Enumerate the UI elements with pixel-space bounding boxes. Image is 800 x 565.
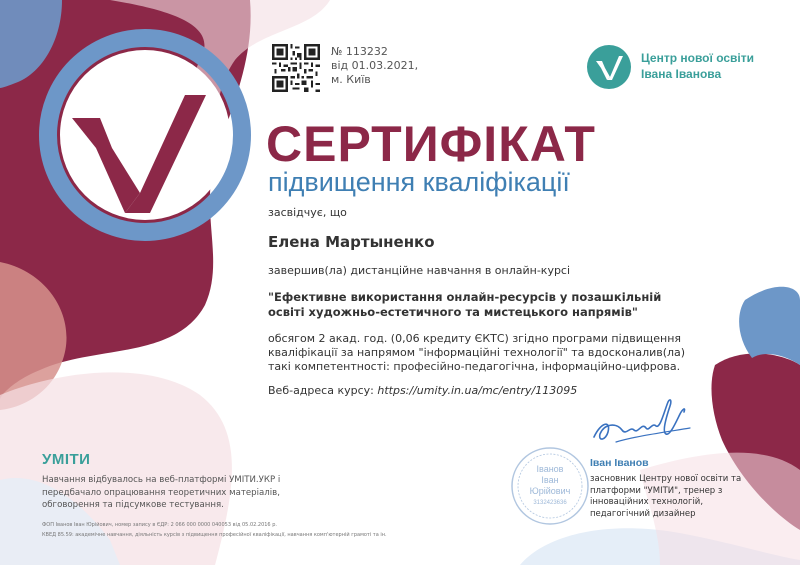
course-url-line: [268, 384, 577, 397]
certifies-text: засвідчує, що: [268, 206, 347, 219]
course-title: "Ефективне використання онлайн-ресурсів у позашкільній освіті художньо-естетичного та мистецького напрямів": [268, 290, 662, 319]
stamp-text-line4: 3132423636: [533, 500, 567, 506]
issuer-name-line2: Івана Іванова: [641, 67, 722, 81]
issuer-name: [641, 50, 754, 82]
signer-position: засновник Центру нової освіти та платформи "УМІТИ", тренер з інноваційних технологій, педагогічний дизайнер: [590, 474, 742, 519]
stamp-icon: [510, 446, 590, 526]
umiti-logo: УМІТИ: [42, 451, 91, 468]
check-v-icon: [586, 44, 632, 90]
certificate-title: СЕРТИФІКАТ: [266, 116, 596, 172]
issuer-brand: [586, 44, 786, 92]
legal-info-line1: ФОП Іванов Іван Юрійович, номер запису в ЄДР: 2 066 000 0000 040053 від 05.02.2016 р.: [42, 522, 277, 528]
course-url-link[interactable]: https://umity.in.ua/mc/entry/113095: [377, 384, 578, 397]
stamp-text-line2: Іван: [541, 475, 559, 485]
course-url-label: Веб-адреса курсу:: [268, 384, 378, 397]
document-number: № 113232: [331, 45, 388, 58]
issuer-name-line1: Центр нової освіти: [641, 51, 755, 65]
certificate-subtitle: підвищення кваліфікації: [268, 167, 570, 197]
completed-text: завершив(ла) дистанційне навчання в онлайн-курсі: [268, 264, 571, 277]
stamp-text-line3: Юрійович: [529, 486, 571, 496]
document-city: м. Київ: [331, 73, 371, 86]
qr-code-icon: [272, 44, 320, 92]
signer-name: Іван Іванов: [590, 457, 649, 469]
legal-info-line2: КВЕД 85.59: академічне навчання, діяльність курсів з підвищення професійної кваліфікації, навчання комп'ютерній грамоті та ін.: [42, 532, 387, 538]
stamp-text-line1: Іванов: [536, 464, 564, 474]
document-date: від 01.03.2021,: [331, 59, 419, 72]
course-volume-text: обсягом 2 акад. год. (0,06 кредиту ЄКТС) згідно програми підвищення кваліфікації за напрямом "інформаційні технології" та вдосконалив(ла) такі компетентності: професійно-педагогічна, інформаційно-цифрова.: [268, 332, 686, 373]
signature-icon: [586, 392, 696, 452]
platform-description: Навчання відбувалось на веб-платформі УМІТИ.УКР і передбачало опрацювання теоретичних матеріалів, обговорення та підсумкове тестування.: [42, 475, 281, 510]
document-number-block: [331, 45, 418, 87]
recipient-name: Елена Мартыненко: [268, 233, 435, 251]
